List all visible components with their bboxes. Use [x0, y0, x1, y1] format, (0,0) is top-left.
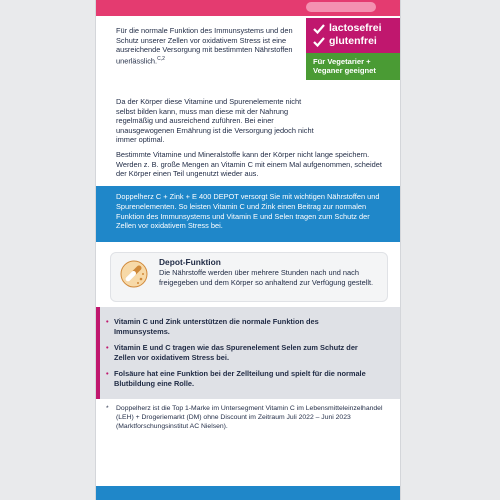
footnote-text: Doppelherz ist die Top 1-Marke im Untersegment Vitamin C im Lebensmitteleinzelhandel (LEH) + Drogeriemarkt (DM) ohne Discount im Zeitraum Juli 2022 – Juni 2023 (Marktforschungsinstitut AC Nielsen).: [116, 405, 383, 430]
free-from-badge: [306, 18, 400, 53]
bottom-color-strip: [96, 486, 400, 500]
claim-item: [106, 369, 374, 389]
footnote: [106, 404, 396, 431]
bullet-icon: •: [106, 317, 109, 326]
gluten-label: glutenfrei: [329, 35, 377, 47]
strip-decoration: [306, 2, 376, 12]
bullet-icon: •: [106, 343, 109, 352]
product-info-panel: [96, 186, 400, 242]
check-icon: [313, 36, 325, 48]
product-info-text: Doppelherz C + Zink + E 400 DEPOT versorgt Sie mit wichtigen Nährstoffen und Spurenelementen. So leisten Vitamin C und Zink einen Beitrag zur normalen Funktion des Immunsystems und Vitamin E und Selen tragen zum Schutz der Zellen vor oxidativem Stress bei.: [116, 192, 380, 231]
depot-title: Depot-Funktion: [159, 257, 221, 267]
capsule-release-icon: [119, 259, 149, 289]
product-box-back: [96, 0, 400, 500]
badges: [306, 18, 400, 80]
check-icon: [313, 23, 325, 35]
gluten-row: [313, 35, 400, 48]
asterisk-icon: *: [106, 405, 109, 412]
intro-text: Für die normale Funktion des Immunsystems und den Schutz unserer Zellen vor oxidativem Stress ist eine ausreichende Versorgung mit bestimmten Nährstoffen unerlässlich.: [116, 26, 293, 66]
claim-text: Folsäure hat eine Funktion bei der Zellteilung und spielt für die normale Blutbildung eine Rolle.: [114, 369, 366, 388]
claims-box: [96, 307, 400, 399]
lactose-row: [313, 22, 400, 35]
top-color-strip: [96, 0, 400, 16]
intro-paragraph: [116, 26, 306, 66]
body-paragraph-2: Da der Körper diese Vitamine und Spurenelemente nicht selbst bilden kann, muss man diese mit der Nahrung regelmäßig und ausreichend zuführen. Bei einer unausgewogenen Ernährung ist die Versorgung jedoch nicht immer optimal.: [116, 97, 314, 145]
depot-function-box: [110, 252, 388, 302]
claim-item: [106, 317, 374, 337]
bullet-icon: •: [106, 369, 109, 378]
claims-accent-bar: [96, 307, 100, 399]
lactose-label: lactosefrei: [329, 22, 382, 34]
depot-description: Die Nährstoffe werden über mehrere Stunden nach und nach freigegeben und dem Körper so anhaltend zur Verfügung gestellt.: [159, 268, 374, 287]
claim-text: Vitamin C und Zink unterstützen die normale Funktion des Immunsystems.: [114, 317, 319, 336]
vegan-badge: Für Vegetarier + Veganer geeignet: [306, 53, 400, 80]
claim-text: Vitamin E und C tragen wie das Spurenelement Selen zum Schutz der Zellen vor oxidativem Stress bei.: [114, 343, 358, 362]
claim-item: [106, 343, 374, 363]
intro-superscript: C,2: [157, 55, 165, 62]
body-paragraph-3: Bestimmte Vitamine und Mineralstoffe kann der Körper nicht lange speichern. Werden z. B. große Mengen an Vitamin C mit einem Mal aufgenommen, scheidet der Körper einen Teil ungenutzt wieder aus.: [116, 150, 382, 179]
